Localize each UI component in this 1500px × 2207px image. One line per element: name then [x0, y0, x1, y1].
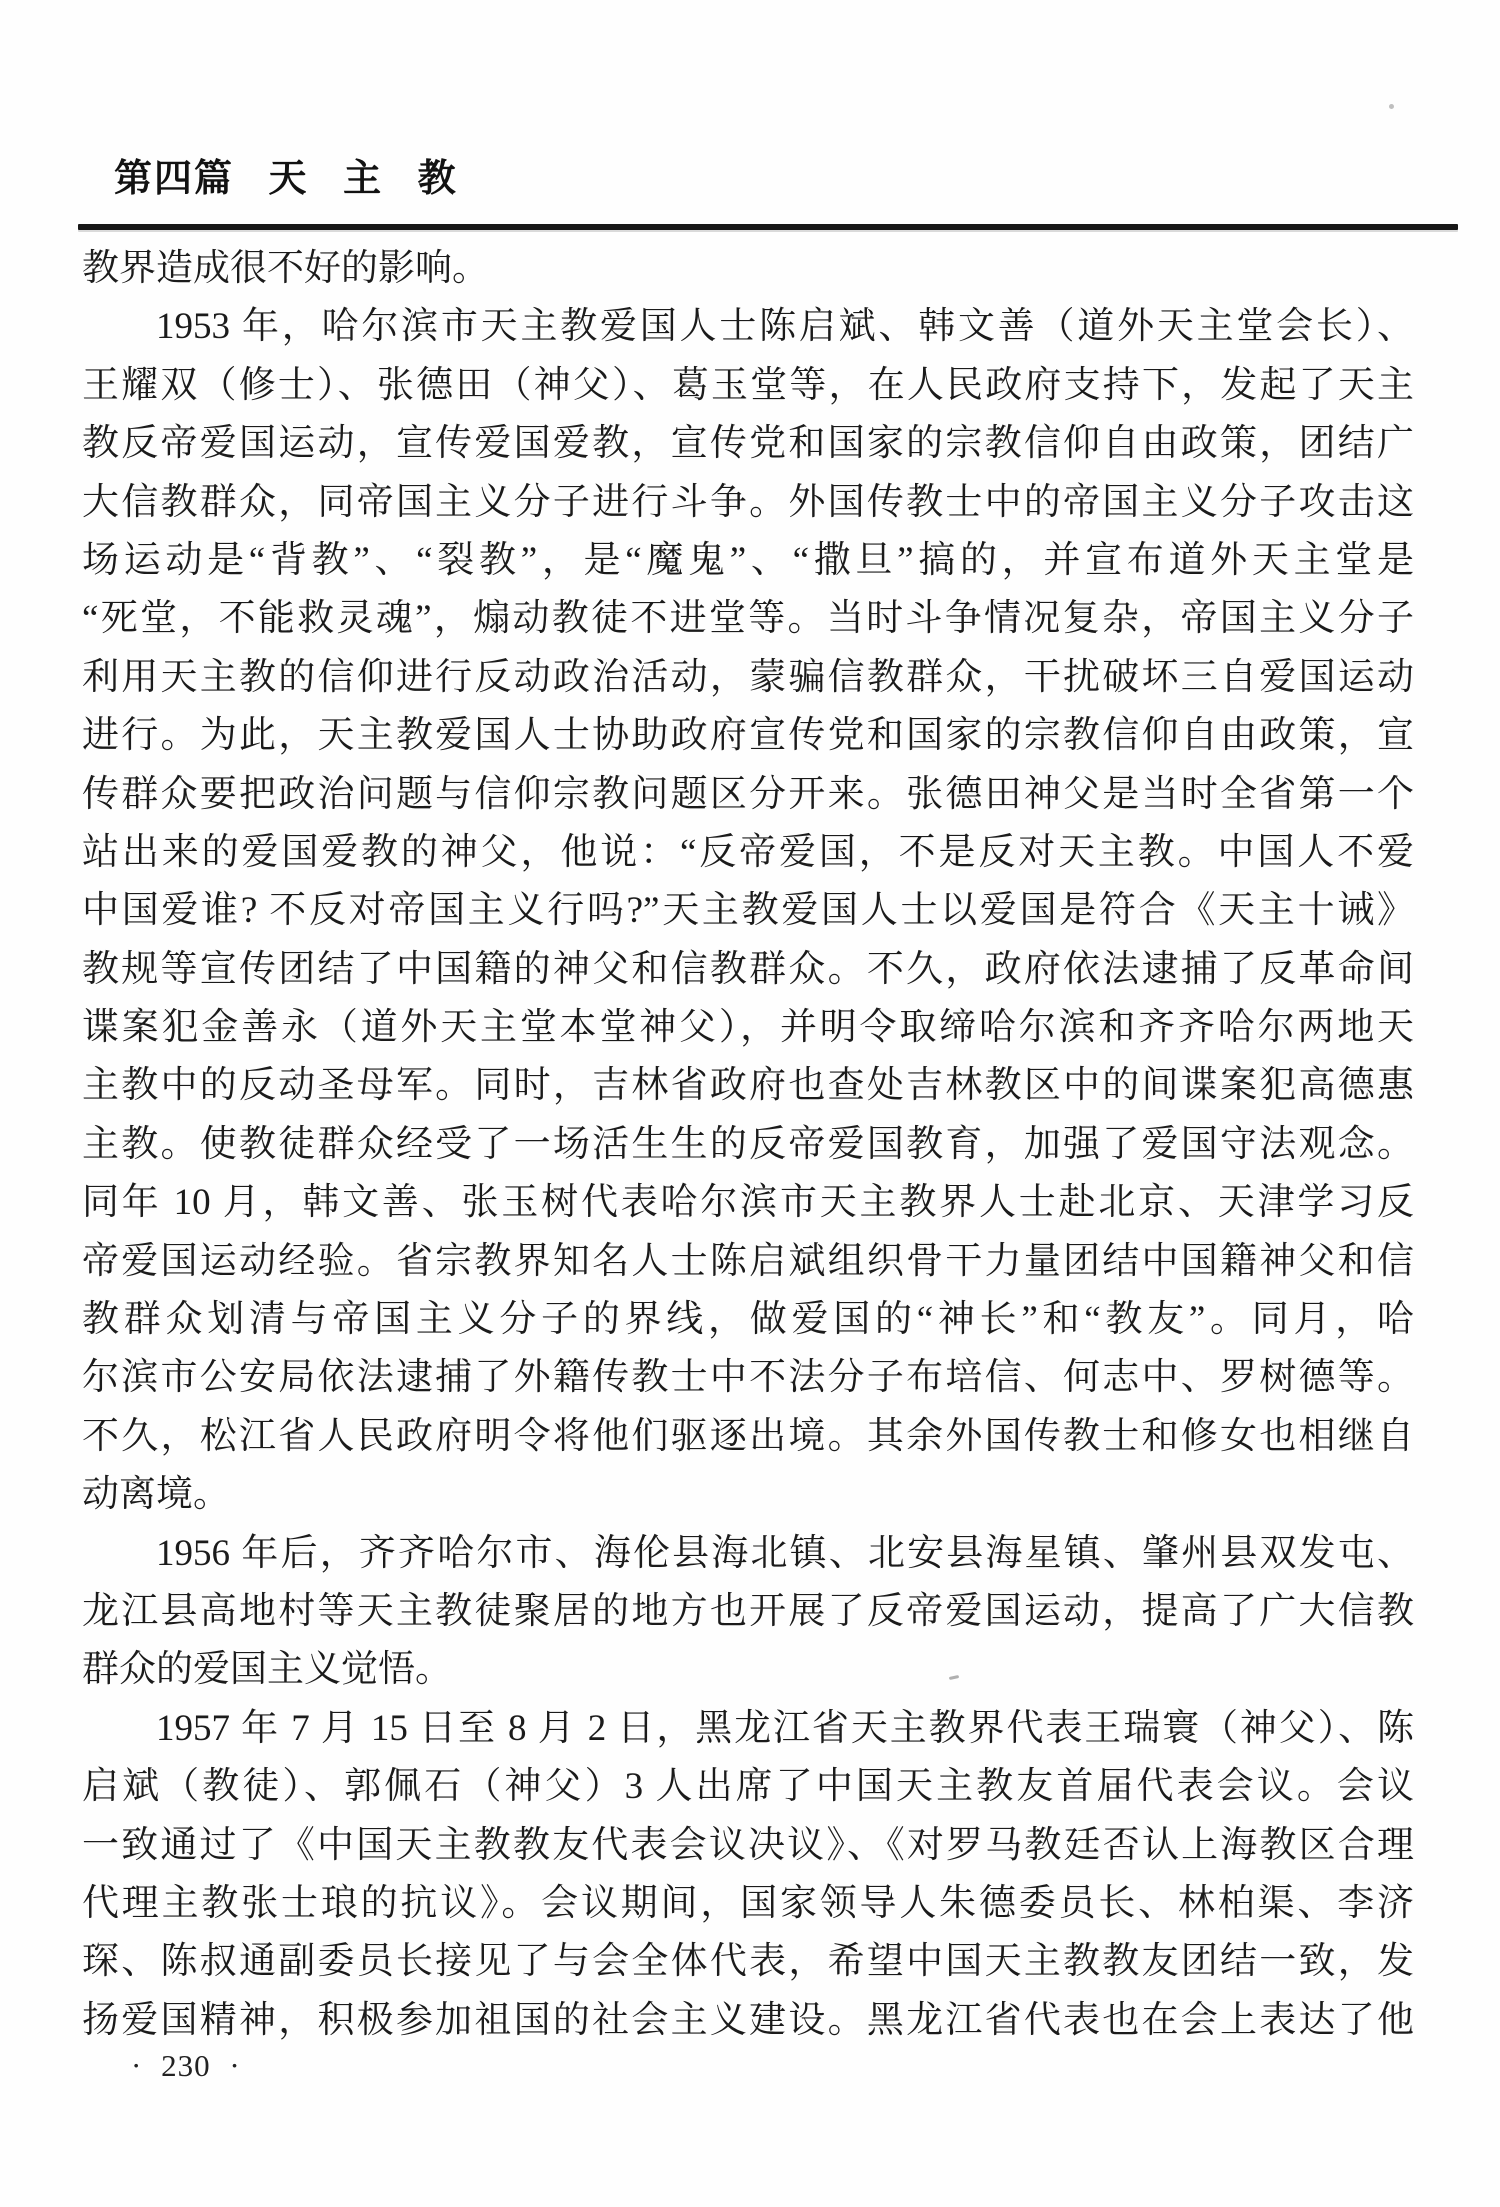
text-line: 场运动是“背教”、“裂教”，是“魔鬼”、“撒旦”搞的，并宣布道外天主堂是: [82, 539, 1414, 581]
text-line: 教群众划清与帝国主义分子的界线，做爱国的“神长”和“教友”。同月，哈: [82, 1299, 1414, 1341]
text-line: 启斌（教徒）、郭佩石（神父）3 人出席了中国天主教友首届代表会议。会议: [82, 1766, 1414, 1808]
text-line: 一致通过了《中国天主教教友代表会议决议》、《对罗马教廷否认上海教区合理: [82, 1824, 1414, 1866]
text-line: 尔滨市公安局依法逮捕了外籍传教士中不法分子布培信、何志中、罗树德等。: [82, 1357, 1414, 1399]
text-line: 代理主教张士琅的抗议》。会议期间，国家领导人朱德委员长、林柏渠、李济: [82, 1882, 1414, 1924]
text-line: 谍案犯金善永（道外天主堂本堂神父），并明令取缔哈尔滨和齐齐哈尔两地天: [82, 1007, 1414, 1049]
text-line: 龙江县高地村等天主教徒聚居的地方也开展了反帝爱国运动，提高了广大信教: [82, 1590, 1414, 1632]
text-line: 教规等宣传团结了中国籍的神父和信教群众。不久，政府依法逮捕了反革命间: [82, 948, 1414, 990]
text-line: 同年 10 月，韩文善、张玉树代表哈尔滨市天主教界人士赴北京、天津学习反: [82, 1182, 1414, 1224]
text-line: 教界造成很不好的影响。: [82, 248, 489, 289]
text-line: 1953 年，哈尔滨市天主教爱国人士陈启斌、韩文善（道外天主堂会长）、: [156, 306, 1414, 348]
text-line: 传群众要把政治问题与信仰宗教问题区分开来。张德田神父是当时全省第一个: [82, 773, 1414, 815]
text-line: 中国爱谁? 不反对帝国主义行吗?”天主教爱国人士以爱国是符合《天主十诫》: [82, 890, 1414, 932]
text-line: 主教。使教徒群众经受了一场活生生的反帝爱国教育，加强了爱国守法观念。: [82, 1123, 1414, 1165]
text-line: 琛、陈叔通副委员长接见了与会全体代表，希望中国天主教教友团结一致，发: [82, 1941, 1414, 1983]
text-line: 1956 年后，齐齐哈尔市、海伦县海北镇、北安县海星镇、肇州县双发屯、: [156, 1532, 1414, 1574]
text-line: 扬爱国精神，积极参加祖国的社会主义建设。黑龙江省代表也在会上表达了他: [82, 1999, 1414, 2041]
chapter-header: 第四篇 天 主 教: [114, 158, 458, 200]
text-line: 1957 年 7 月 15 日至 8 月 2 日，黑龙江省天主教界代表王瑞寰（神父）、陈: [156, 1707, 1414, 1749]
text-line: 王耀双（修士）、张德田（神父）、葛玉堂等，在人民政府支持下，发起了天主: [82, 364, 1414, 406]
page-number: · 230 ·: [131, 2048, 241, 2083]
text-line: 站出来的爱国爱教的神父，他说：“反帝爱国，不是反对天主教。中国人不爱: [82, 831, 1414, 873]
text-line: 不久，松江省人民政府明令将他们驱逐出境。其余外国传教士和修女也相继自: [82, 1415, 1414, 1457]
body-text: [82, 240, 1414, 2050]
text-line: 群众的爱国主义觉悟。: [82, 1649, 452, 1691]
scan-artifact-dot: [1389, 104, 1394, 109]
text-line: 动离境。: [82, 1474, 230, 1516]
text-line: 大信教群众，同帝国主义分子进行斗争。外国传教士中的帝国主义分子攻击这: [82, 481, 1414, 523]
text-line: 主教中的反动圣母军。同时，吉林省政府也查处吉林教区中的间谍案犯高德惠: [82, 1065, 1414, 1107]
text-line: 帝爱国运动经验。省宗教界知名人士陈启斌组织骨干力量团结中国籍神父和信: [82, 1240, 1414, 1282]
text-line: 利用天主教的信仰进行反动政治活动，蒙骗信教群众，干扰破坏三自爱国运动: [82, 656, 1414, 698]
text-line: 教反帝爱国运动，宣传爱国爱教，宣传党和国家的宗教信仰自由政策，团结广: [82, 423, 1414, 465]
header-rule: [78, 224, 1458, 230]
text-line: 进行。为此，天主教爱国人士协助政府宣传党和国家的宗教信仰自由政策，宣: [82, 715, 1414, 757]
text-line: “死堂，不能救灵魂”，煽动教徒不进堂等。当时斗争情况复杂，帝国主义分子: [82, 598, 1414, 640]
